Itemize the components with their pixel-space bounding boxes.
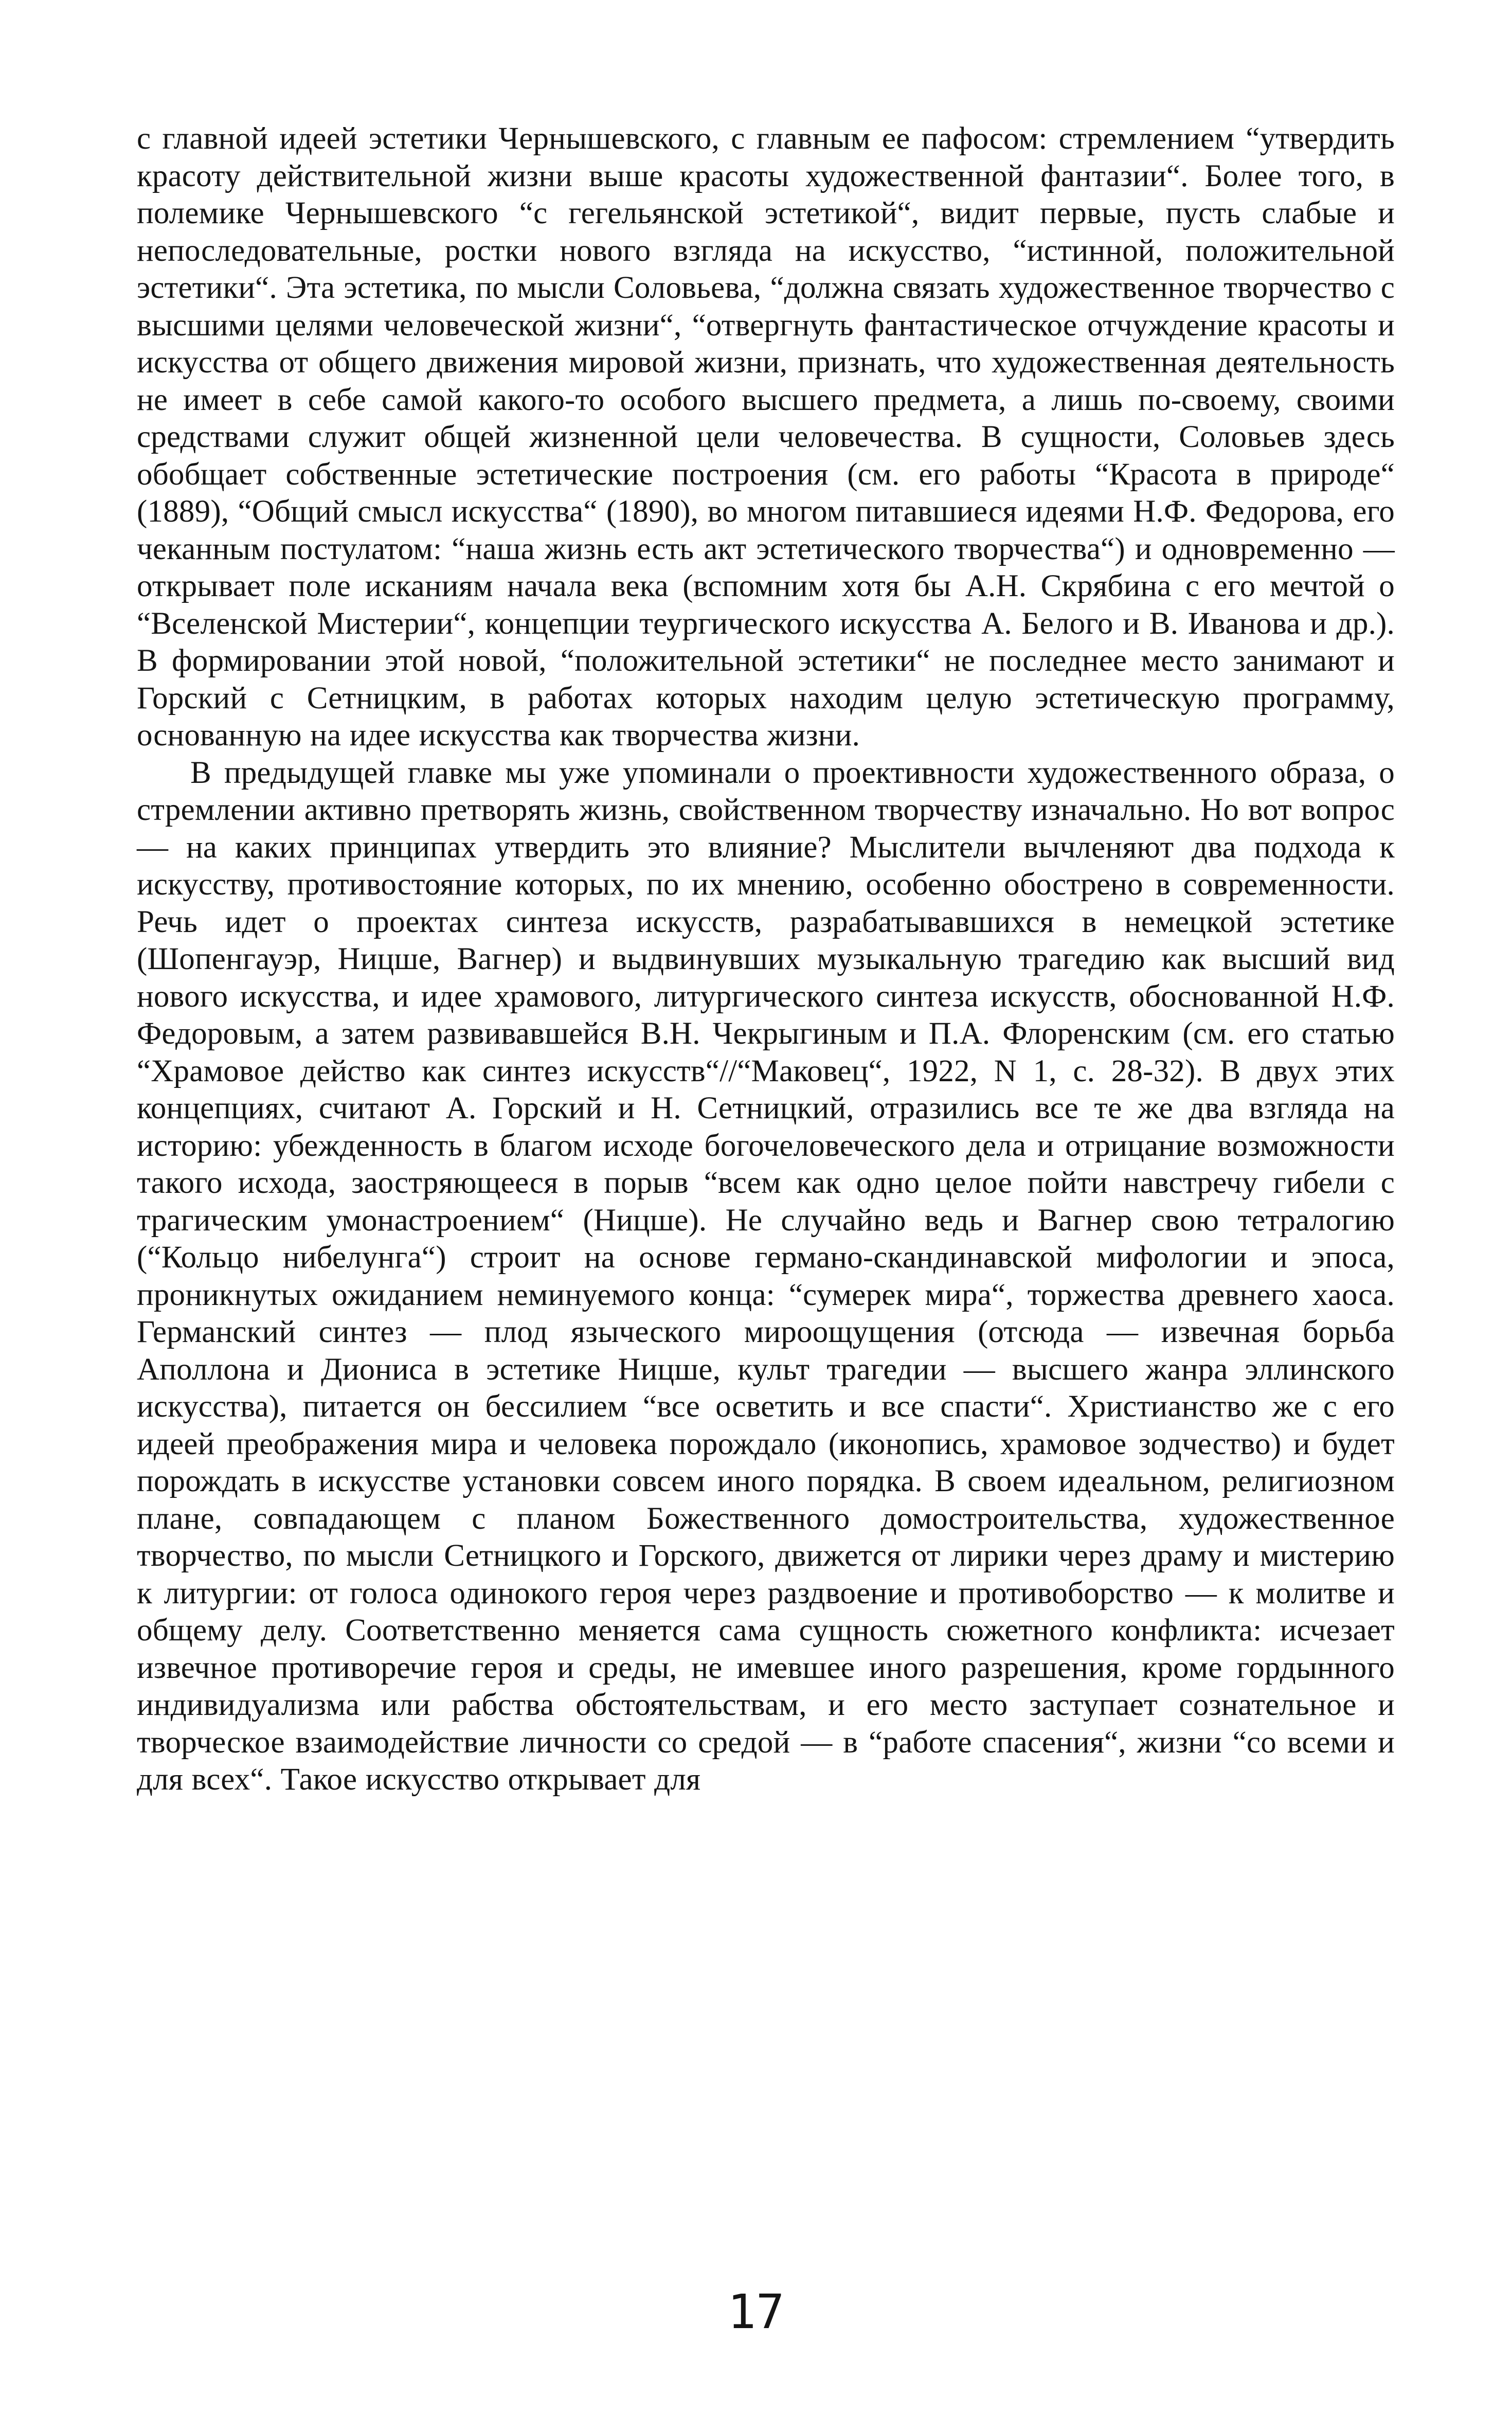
paragraph-continuation: с главной идеей эстетики Чернышевского, с главным ее пафосом: стремлением “утвердить красоту действительной жизни выше красоты художественной фантазии“. Более того, в полемике Чернышевского “с гегельянской эстетикой“, видит первые, пусть слабые и непоследовательные, ростки нового взгляда на искусство, “истинной, положительной эстетики“. Эта эстетика, по мысли Соловьева, “должна связать художественное творчество с высшими целями человеческой жизни“, “отвергнуть фантастическое отчуждение красоты и искусства от общего движения мировой жизни, признать, что художественная деятельность не имеет в себе самой какого-то особого высшего предмета, а лишь по-своему, своими средствами служит общей жизненной цели человечества. В сущности, Соловьев здесь обобщает собственные эстетические построения (см. его работы “Красота в природе“ (1889), “Общий смысл искусства“ (1890), во многом питавшиеся идеями Н.Ф. Федорова, его чеканным постулатом: “наша жизнь есть акт эстетического творчества“) и одновременно — открывает поле исканиям начала века (вспомним хотя бы А.Н. Скрябина с его мечтой о “Вселенской Мистерии“, концепции теургического искусства А. Белого и В. Иванова и др.). В формировании этой новой, “положительной эстетики“ не последнее место занимают и Горский с Сетницким, в работах которых находим целую эстетическую программу, основанную на идее искусства как творчества жизни. [137, 121, 1395, 753]
paragraph-synthesis-of-arts: В предыдущей главке мы уже упоминали о проективности художественного образа, о стремлении активно претворять жизнь, свойственном творчеству изначально. Но вот вопрос — на каких принципах утвердить это влияние? Мыслители вычленяют два подхода к искусству, противостояние которых, по их мнению, особенно обострено в современности. Речь идет о проектах синтеза искусств, разрабатывавшихся в немецкой эстетике (Шопенгауэр, Ницше, Вагнер) и выдвинувших музыкальную трагедию как высший вид нового искусства, и идее храмового, литургического синтеза искусств, обоснованной Н.Ф. Федоровым, а затем развивавшейся В.Н. Чекрыгиным и П.А. Флоренским (см. его статью “Храмовое действо как синтез искусств“//“Маковец“, 1922, N 1, с. 28-32). В двух этих концепциях, считают А. Горский и Н. Сетницкий, отразились все те же два взгляда на историю: убежденность в благом исходе богочеловеческого дела и отрицание возможности такого исхода, заостряющееся в порыв “всем как одно целое пойти навстречу гибели с трагическим умонастроением“ (Ницше). Не случайно ведь и Вагнер свою тетралогию (“Кольцо нибелунга“) строит на основе германо-скандинавской мифологии и эпоса, проникнутых ожиданием неминуемого конца: “сумерек мира“, торжества древнего хаоса. Германский синтез — плод языческого мироощущения (отсюда — извечная борьба Аполлона и Диониса в эстетике Ницше, культ трагедии — высшего жанра эллинского искусства), питается он бессилием “все осветить и все спасти“. Христианство же с его идеей преображения мира и человека порождало (иконопись, храмовое зодчество) и будет порождать в искусстве установки совсем иного порядка. В своем идеальном, религиозном плане, совпадающем с планом Божественного домостроительства, художественное творчество, по мысли Сетницкого и Горского, движется от лирики через драму и мистерию к литургии: от голоса одинокого героя через раздвоение и противоборство — к молитве и общему делу. Соответственно меняется сама сущность сюжетного конфликта: исчезает извечное противоречие героя и среды, не имевшее иного разрешения, кроме гордынного индивидуализма или рабства обстоятельствам, и его место заступает сознательное и творческое взаимодействие личности со средой — в “работе спасения“, жизни “со всеми и для всех“. Такое искусство открывает для [137, 755, 1395, 1797]
page-body [137, 120, 1395, 1799]
page-number: 17 [727, 2284, 785, 2339]
